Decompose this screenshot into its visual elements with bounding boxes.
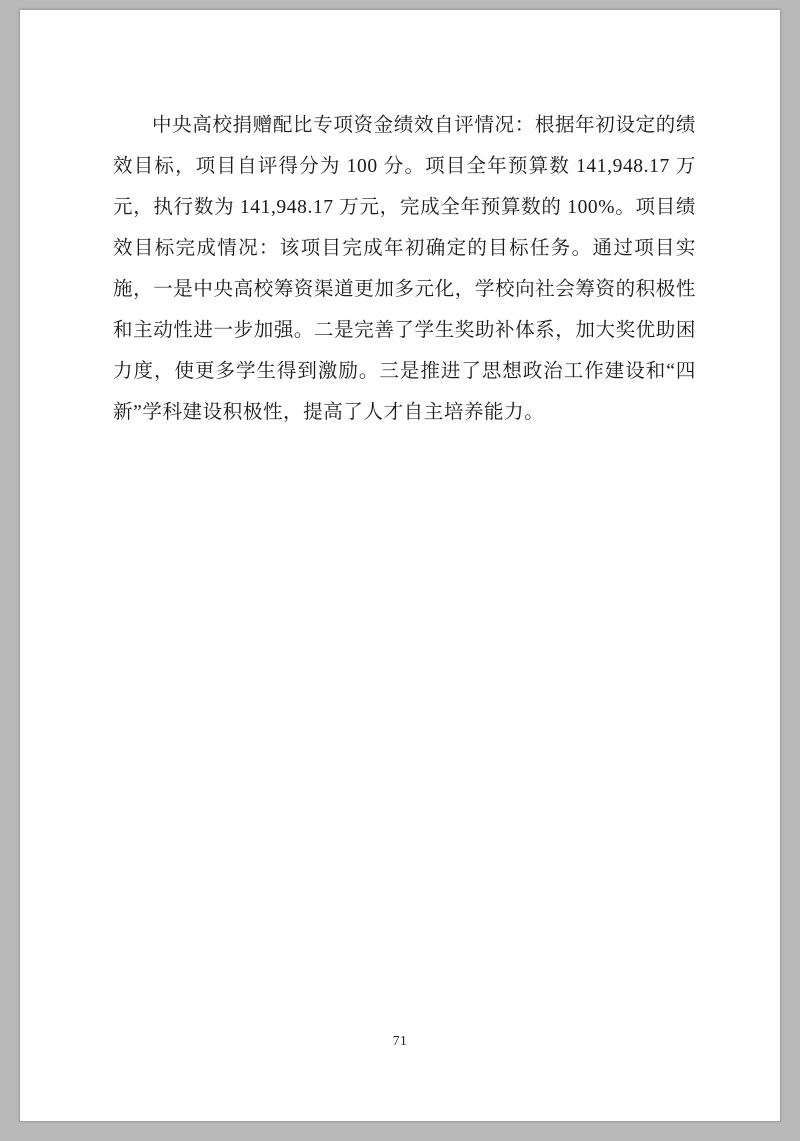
body-paragraph: 中央高校捐赠配比专项资金绩效自评情况：根据年初设定的绩效目标，项目自评得分为 100 分。项目全年预算数 141,948.17 万元，执行数为 141,948.17 万元，完成全年预算数的 100%。项目绩效目标完成情况：该项目完成年初确定的目标任务。通过项目实施，一是中央高校筹资渠道更加多元化，学校向社会筹资的积极性和主动性进一步加强。二是完善了学生奖助补体系，加大奖优助困力度，使更多学生得到激励。三是推进了思想政治工作建设和“四新”学科建设积极性，提高了人才自主培养能力。 bbox=[113, 115, 696, 423]
document-page bbox=[20, 10, 780, 1121]
page-number: 71 bbox=[392, 1033, 408, 1048]
page-content bbox=[113, 105, 696, 433]
page-footer bbox=[20, 1032, 780, 1050]
